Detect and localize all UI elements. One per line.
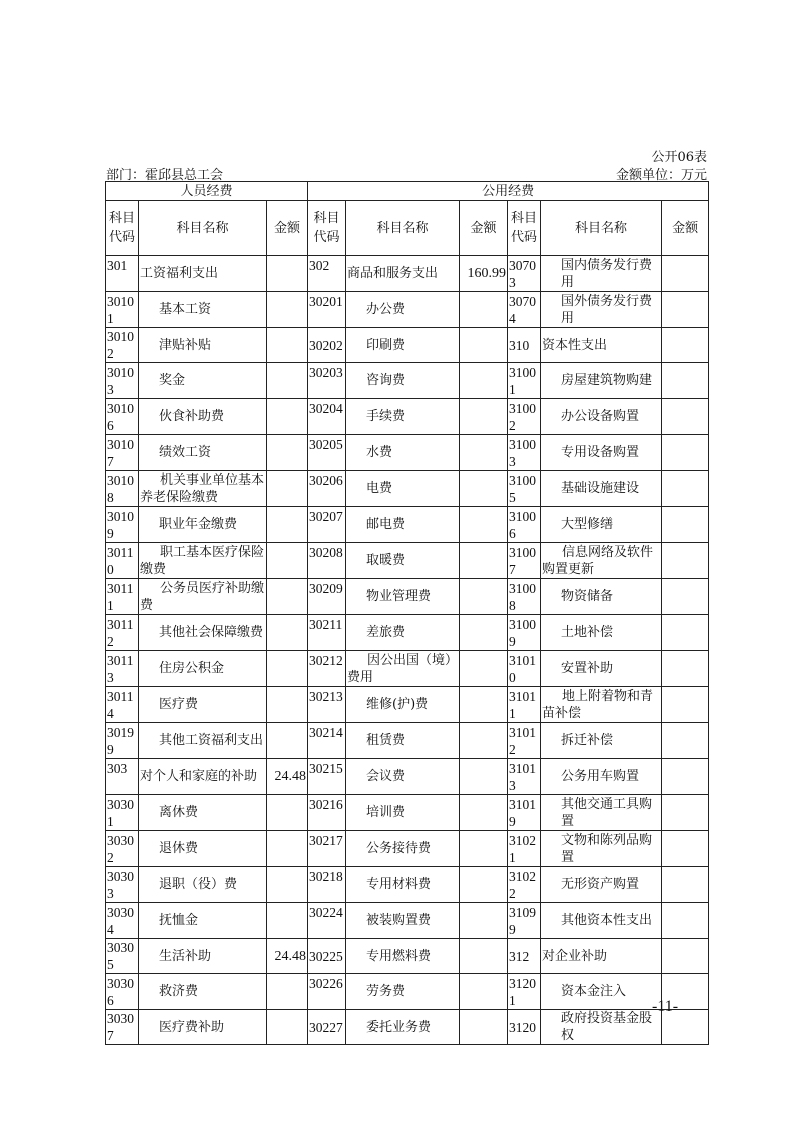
subject-code: 30113 [106, 651, 139, 687]
subject-name: 伙食补助费 [139, 399, 267, 435]
table-row [106, 867, 709, 903]
subject-name: 生活补助 [139, 939, 267, 974]
subject-name: 水费 [346, 435, 460, 471]
subject-code: 30106 [106, 399, 139, 435]
subject-code: 30213 [308, 687, 346, 723]
subject-code: 30226 [308, 974, 346, 1010]
subject-code: 30304 [106, 903, 139, 939]
amount [460, 687, 508, 723]
subject-code: 30216 [308, 795, 346, 831]
amount [460, 723, 508, 759]
amount [460, 651, 508, 687]
amount-unit-label: 金额单位：万元 [615, 168, 707, 183]
subject-name: 大型修缮 [541, 507, 662, 543]
subject-name: 拆迁补偿 [541, 723, 662, 759]
subject-name: 公务用车购置 [541, 759, 662, 795]
subject-code: 30102 [106, 328, 139, 363]
subject-name: 其他资本性支出 [541, 903, 662, 939]
subject-code: 31008 [508, 579, 541, 615]
subject-code: 30305 [106, 939, 139, 974]
subject-code: 31012 [508, 723, 541, 759]
subject-code: 303 [106, 759, 139, 795]
subject-code: 310 [508, 328, 541, 363]
amount [267, 867, 308, 903]
amount [662, 687, 709, 723]
table-row [106, 831, 709, 867]
subject-name: 资本金注入 [541, 974, 662, 1010]
subject-code: 30114 [106, 687, 139, 723]
subject-code: 30202 [308, 328, 346, 363]
amount [662, 903, 709, 939]
table-row [106, 507, 709, 543]
subject-code: 30212 [308, 651, 346, 687]
subject-code: 30224 [308, 903, 346, 939]
amount [662, 471, 709, 507]
subject-code: 31002 [508, 399, 541, 435]
expenditure-table [105, 181, 709, 1045]
subject-code: 31201 [508, 974, 541, 1010]
subject-name: 差旅费 [346, 615, 460, 651]
subject-code: 31005 [508, 471, 541, 507]
subject-name: 安置补助 [541, 651, 662, 687]
subject-code: 302 [308, 256, 346, 292]
subject-code: 30101 [106, 292, 139, 328]
subject-name: 房屋建筑物购建 [541, 363, 662, 399]
amount [267, 723, 308, 759]
amount [662, 256, 709, 292]
amount [460, 974, 508, 1010]
header-name: 科目名称 [139, 201, 267, 256]
subject-code: 30303 [106, 867, 139, 903]
header-amount: 金额 [460, 201, 508, 256]
amount [267, 363, 308, 399]
amount [460, 507, 508, 543]
amount [662, 831, 709, 867]
subject-name: 地上附着物和青苗补偿 [541, 687, 662, 723]
amount [267, 471, 308, 507]
amount [267, 687, 308, 723]
table-row [106, 939, 709, 974]
amount [662, 435, 709, 471]
table-row [106, 543, 709, 579]
table-row [106, 795, 709, 831]
group-header-public: 公用经费 [308, 182, 709, 201]
subject-name: 住房公积金 [139, 651, 267, 687]
subject-code: 30306 [106, 974, 139, 1010]
subject-code: 31010 [508, 651, 541, 687]
amount [662, 507, 709, 543]
subject-code: 31099 [508, 903, 541, 939]
amount [267, 507, 308, 543]
subject-code: 31009 [508, 615, 541, 651]
table-row [106, 328, 709, 363]
amount: 24.48 [267, 939, 308, 974]
header-amount: 金额 [267, 201, 308, 256]
subject-code: 30111 [106, 579, 139, 615]
subject-code: 30110 [106, 543, 139, 579]
amount [460, 795, 508, 831]
subject-code: 301 [106, 256, 139, 292]
subject-code: 31006 [508, 507, 541, 543]
table-row [106, 903, 709, 939]
amount [460, 471, 508, 507]
amount [267, 435, 308, 471]
subject-name: 专用设备购置 [541, 435, 662, 471]
amount [460, 435, 508, 471]
subject-code: 31021 [508, 831, 541, 867]
table-row [106, 651, 709, 687]
amount [267, 579, 308, 615]
table-row [106, 399, 709, 435]
subject-name: 国外债务发行费用 [541, 292, 662, 328]
subject-name: 其他交通工具购置 [541, 795, 662, 831]
subject-name: 资本性支出 [541, 328, 662, 363]
subject-code: 30112 [106, 615, 139, 651]
subject-name: 国内债务发行费用 [541, 256, 662, 292]
header-name: 科目名称 [346, 201, 460, 256]
subject-code: 31019 [508, 795, 541, 831]
amount [460, 759, 508, 795]
subject-name: 职业年金缴费 [139, 507, 267, 543]
subject-name: 职工基本医疗保险缴费 [139, 543, 267, 579]
amount [460, 328, 508, 363]
subject-name: 印刷费 [346, 328, 460, 363]
subject-name: 取暖费 [346, 543, 460, 579]
table-row [106, 256, 709, 292]
subject-name: 退职（役）费 [139, 867, 267, 903]
amount [662, 759, 709, 795]
amount [460, 615, 508, 651]
amount [662, 723, 709, 759]
table-row [106, 974, 709, 1010]
subject-name: 医疗费 [139, 687, 267, 723]
header-code: 科目代码 [308, 201, 346, 256]
amount [662, 399, 709, 435]
subject-code: 30227 [308, 1010, 346, 1045]
column-header-row [106, 201, 709, 256]
subject-code: 31003 [508, 435, 541, 471]
subject-code: 30214 [308, 723, 346, 759]
amount [460, 867, 508, 903]
subject-name: 基础设施建设 [541, 471, 662, 507]
subject-name: 物资储备 [541, 579, 662, 615]
subject-name: 医疗费补助 [139, 1010, 267, 1045]
subject-name: 离休费 [139, 795, 267, 831]
amount [662, 363, 709, 399]
amount [267, 831, 308, 867]
amount [267, 651, 308, 687]
subject-name: 因公出国（境）费用 [347, 652, 459, 685]
subject-name: 土地补偿 [541, 615, 662, 651]
subject-name: 商品和服务支出 [346, 256, 460, 292]
subject-name: 绩效工资 [139, 435, 267, 471]
subject-code: 30206 [308, 471, 346, 507]
table-row [106, 471, 709, 507]
amount [662, 543, 709, 579]
subject-name: 工资福利支出 [139, 256, 267, 292]
subject-name: 文物和陈列品购置 [541, 831, 662, 867]
subject-name: 津贴补贴 [139, 328, 267, 363]
amount [460, 292, 508, 328]
page-number: -11- [652, 998, 679, 1015]
subject-name: 无形资产购置 [541, 867, 662, 903]
subject-name: 维修(护)费 [346, 687, 460, 723]
amount: 160.99 [460, 256, 508, 292]
table-row [106, 723, 709, 759]
subject-code: 30301 [106, 795, 139, 831]
subject-name: 对企业补助 [541, 939, 662, 974]
amount [662, 651, 709, 687]
subject-name: 政府投资基金股权 [541, 1010, 662, 1045]
subject-code: 30205 [308, 435, 346, 471]
subject-code: 312 [508, 939, 541, 974]
group-header-personnel: 人员经费 [106, 182, 308, 201]
subject-code: 30107 [106, 435, 139, 471]
amount [267, 615, 308, 651]
subject-code: 30215 [308, 759, 346, 795]
table-row [106, 579, 709, 615]
subject-name: 会议费 [346, 759, 460, 795]
table-row [106, 435, 709, 471]
subject-code: 30207 [308, 507, 346, 543]
subject-name: 物业管理费 [346, 579, 460, 615]
subject-name: 对个人和家庭的补助 [139, 759, 267, 795]
header-code: 科目代码 [508, 201, 541, 256]
amount: 24.48 [267, 759, 308, 795]
amount [662, 867, 709, 903]
table-row [106, 759, 709, 795]
amount [267, 795, 308, 831]
subject-name: 邮电费 [346, 507, 460, 543]
department-label: 部门：霍邱县总工会 [106, 168, 224, 183]
amount [267, 292, 308, 328]
subject-name: 专用材料费 [346, 867, 460, 903]
subject-code: 30218 [308, 867, 346, 903]
subject-name: 机关事业单位基本养老保险缴费 [139, 471, 267, 507]
subject-name: 委托业务费 [346, 1010, 460, 1045]
subject-code: 31001 [508, 363, 541, 399]
amount [460, 903, 508, 939]
amount [267, 543, 308, 579]
subject-code: 30203 [308, 363, 346, 399]
amount [662, 795, 709, 831]
subject-name: 电费 [346, 471, 460, 507]
amount [460, 1010, 508, 1045]
amount [267, 1010, 308, 1045]
subject-name: 租赁费 [346, 723, 460, 759]
subject-code: 3120 [508, 1010, 541, 1045]
subject-code: 31013 [508, 759, 541, 795]
subject-name: 其他工资福利支出 [139, 723, 267, 759]
subject-name: 公务接待费 [346, 831, 460, 867]
form-number: 公开06表 [651, 150, 707, 165]
subject-code: 30209 [308, 579, 346, 615]
subject-code: 30217 [308, 831, 346, 867]
amount [460, 543, 508, 579]
header-code: 科目代码 [106, 201, 139, 256]
subject-code: 31011 [508, 687, 541, 723]
subject-name: 办公费 [346, 292, 460, 328]
subject-code: 31022 [508, 867, 541, 903]
subject-code: 30703 [508, 256, 541, 292]
subject-code: 30302 [106, 831, 139, 867]
header-name: 科目名称 [541, 201, 662, 256]
table-row [106, 363, 709, 399]
amount [662, 939, 709, 974]
subject-code: 30199 [106, 723, 139, 759]
subject-code: 30103 [106, 363, 139, 399]
subject-name: 办公设备购置 [541, 399, 662, 435]
table-row [106, 615, 709, 651]
amount [460, 363, 508, 399]
amount [460, 939, 508, 974]
subject-name: 抚恤金 [139, 903, 267, 939]
amount [662, 579, 709, 615]
subject-code: 30108 [106, 471, 139, 507]
amount [662, 292, 709, 328]
subject-name: 公务员医疗补助缴费 [139, 579, 267, 615]
subject-code: 30204 [308, 399, 346, 435]
amount [662, 328, 709, 363]
table-row [106, 1010, 709, 1045]
table-row [106, 292, 709, 328]
table-row [106, 687, 709, 723]
subject-name: 手续费 [346, 399, 460, 435]
subject-code: 30307 [106, 1010, 139, 1045]
header-amount: 金额 [662, 201, 709, 256]
subject-code: 30208 [308, 543, 346, 579]
subject-name: 其他社会保障缴费 [139, 615, 267, 651]
subject-name: 救济费 [139, 974, 267, 1010]
subject-name: 咨询费 [346, 363, 460, 399]
subject-code: 30225 [308, 939, 346, 974]
amount [267, 903, 308, 939]
subject-name: 奖金 [139, 363, 267, 399]
subject-code: 30109 [106, 507, 139, 543]
subject-name: 被装购置费 [346, 903, 460, 939]
amount [662, 615, 709, 651]
subject-code: 31007 [508, 543, 541, 579]
subject-code: 30211 [308, 615, 346, 651]
amount [267, 328, 308, 363]
amount [460, 579, 508, 615]
subject-name: 基本工资 [139, 292, 267, 328]
subject-name: 退休费 [139, 831, 267, 867]
table-body [106, 256, 709, 1045]
amount [460, 399, 508, 435]
subject-name: 专用燃料费 [346, 939, 460, 974]
subject-code: 30704 [508, 292, 541, 328]
subject-name: 信息网络及软件购置更新 [541, 543, 662, 579]
subject-name: 培训费 [346, 795, 460, 831]
amount [267, 399, 308, 435]
subject-name: 劳务费 [346, 974, 460, 1010]
amount [460, 831, 508, 867]
amount [267, 256, 308, 292]
subject-code: 30201 [308, 292, 346, 328]
amount [267, 974, 308, 1010]
